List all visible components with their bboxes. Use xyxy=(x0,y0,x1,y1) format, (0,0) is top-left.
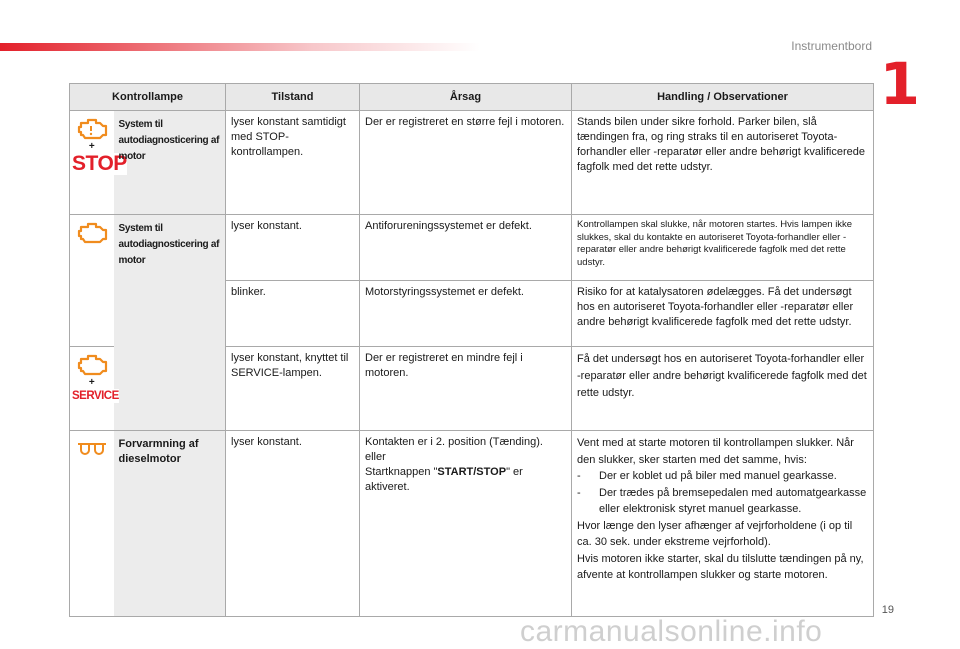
service-label-icon: SERVICE xyxy=(72,390,119,402)
cause-cell: Der er registreret en større fejl i motoren. xyxy=(360,111,572,215)
column-header-tilstand: Tilstand xyxy=(226,84,360,111)
lamp-name: Forvarmning af dieselmotor xyxy=(118,438,199,465)
lamp-icon-cell xyxy=(70,347,119,431)
condition-cell: blinker. xyxy=(226,281,360,347)
bullet-text: Der er koblet ud på biler med manuel gearkasse. xyxy=(599,470,837,482)
condition-cell: lyser konstant samtidigt med STOP-kontrollampen. xyxy=(226,111,360,215)
action-cell: Få det undersøgt hos en autoriseret Toyota-forhandler eller -reparatør eller andre behørigt kvalificerede fagfolk med det rette udstyr. xyxy=(572,347,874,431)
header-accent-bar xyxy=(0,43,480,51)
table-row xyxy=(70,215,874,281)
table-header-row xyxy=(70,84,874,111)
dash: - xyxy=(577,486,581,499)
cause-cell xyxy=(360,431,572,617)
lamp-name-cell xyxy=(114,215,226,431)
action-bullet xyxy=(577,468,868,485)
condition-cell: lyser konstant. xyxy=(226,431,360,617)
watermark: carmanualsonline.info xyxy=(520,615,823,648)
bullet-text: Der trædes på bremsepedalen med automatgearkasse eller elektronisk styret manuel gearkasse. xyxy=(599,486,867,515)
lamp-name: System til autodiagnosticering af motor xyxy=(118,119,220,162)
cause-cell: Der er registreret en mindre fejl i motoren. xyxy=(360,347,572,431)
table-row xyxy=(70,431,874,617)
plus-sign: + xyxy=(88,141,95,152)
column-header-handling: Handling / Observationer xyxy=(572,84,874,111)
cause-cell: Antiforureningssystemet er defekt. xyxy=(360,215,572,281)
cause-line-prefix: Startknappen " xyxy=(365,466,438,478)
page-number: 19 xyxy=(881,604,894,616)
column-header-arsag: Årsag xyxy=(360,84,572,111)
action-outro: Hvis motoren ikke starter, skal du tilslutte tændingen på ny, afvente at kontrollampen slukker og starte motoren. xyxy=(577,552,864,581)
start-stop-button-text: START/STOP xyxy=(437,466,507,478)
warning-lamp-table xyxy=(69,83,874,617)
engine-check-icon xyxy=(75,221,109,245)
engine-check-icon xyxy=(75,117,109,141)
cause-line: Kontakten er i 2. position (Tænding). xyxy=(365,436,543,448)
lamp-name-cell xyxy=(114,431,226,617)
action-cell xyxy=(572,431,874,617)
chapter-number: 1 xyxy=(879,50,920,118)
action-cell: Risiko for at katalysatoren ødelægges. Få det undersøgt hos en autoriseret Toyota-forhandler eller -reparatør eller andre behørigt kvalificerede fagfolk med det rette udstyr. xyxy=(572,281,874,347)
action-bullet xyxy=(577,485,868,518)
glow-plug-icon xyxy=(75,441,109,459)
cause-line-suffix: " er aktiveret. xyxy=(365,466,523,493)
cause-cell: Motorstyringssystemet er defekt. xyxy=(360,281,572,347)
stop-label-icon: STOP xyxy=(72,152,127,175)
action-intro: Vent med at starte motoren til kontrollampen slukker. Når den slukker, sker starten med det samme, hvis: xyxy=(577,437,854,466)
section-title: Instrumentbord xyxy=(791,39,872,53)
lamp-name-cell xyxy=(114,111,226,215)
action-cell: Kontrollampen skal slukke, når motoren startes. Hvis lampen ikke slukkes, skal du kontakte en autoriseret Toyota-forhandler eller -reparatør eller andre behørigt kvalificerede fagfolk med det rette udstyr. xyxy=(572,215,874,281)
lamp-icon-cell xyxy=(70,431,114,617)
dash: - xyxy=(577,470,581,482)
engine-check-icon xyxy=(75,353,109,377)
action-cell: Stands bilen under sikre forhold. Parker bilen, slå tændingen fra, og ring straks til en autoriseret Toyota-forhandler eller -reparatør eller andre behørigt kvalificerede fagfolk med det rette udstyr. xyxy=(572,111,874,215)
plus-sign: + xyxy=(88,377,95,388)
table-row xyxy=(70,111,874,215)
lamp-icon-cell xyxy=(70,215,114,347)
lamp-name: System til autodiagnosticering af motor xyxy=(118,223,220,266)
condition-cell: lyser konstant. xyxy=(226,215,360,281)
action-outro: Hvor længe den lyser afhænger af vejrforholdene (i op til ca. 30 sek. under ekstreme vejrforhold). xyxy=(577,519,853,548)
lamp-icon-cell xyxy=(70,111,127,215)
condition-cell: lyser konstant, knyttet til SERVICE-lampen. xyxy=(226,347,360,431)
column-header-kontrollampe: Kontrollampe xyxy=(70,84,226,111)
cause-or: eller xyxy=(365,451,386,463)
